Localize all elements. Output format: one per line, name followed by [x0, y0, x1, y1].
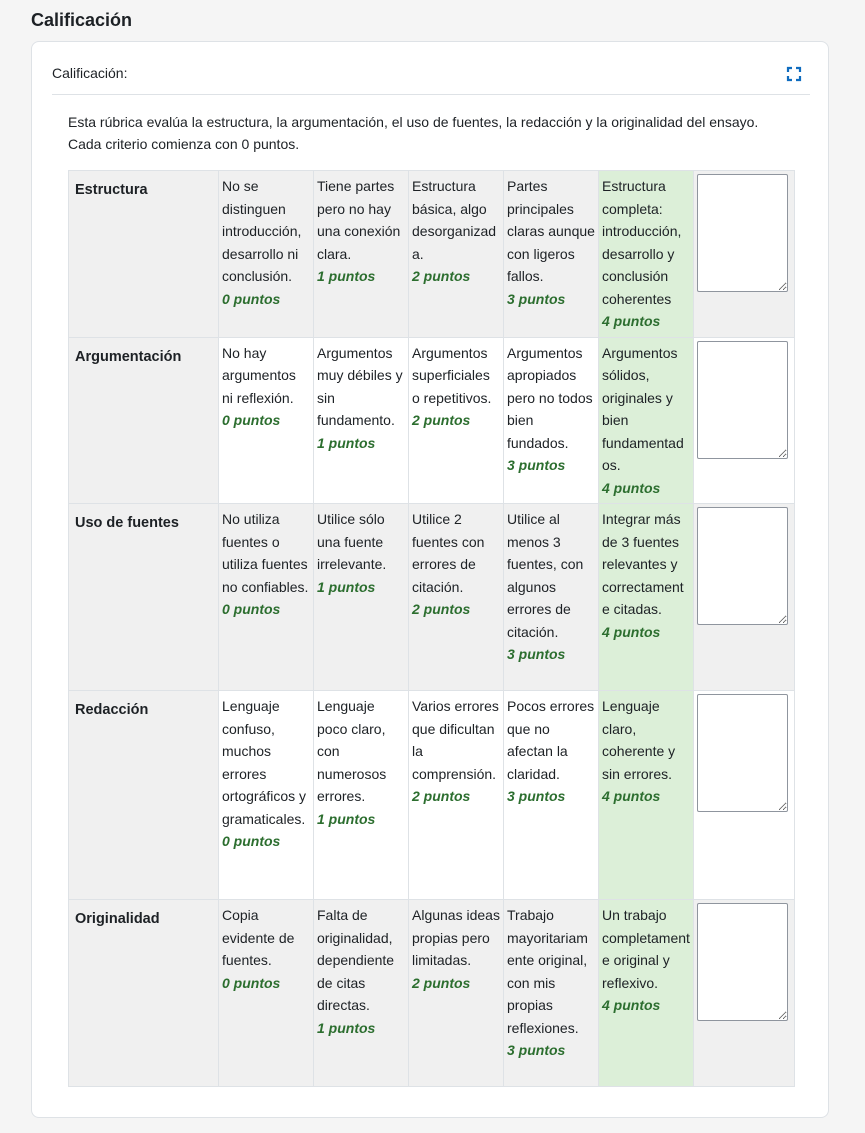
- level-points: 4 puntos: [602, 479, 661, 496]
- level-points: 0 puntos: [222, 290, 281, 307]
- level-definition: Argumentos sólidos, originales y bien fundamentados.: [602, 344, 684, 473]
- card-header: [52, 62, 810, 95]
- remark-textarea[interactable]: [697, 694, 788, 812]
- rubric-level-cell[interactable]: [219, 900, 314, 1087]
- criterion-row: [69, 337, 795, 504]
- fullscreen-expand-icon[interactable]: [786, 66, 802, 82]
- level-definition: Algunas ideas propias pero limitadas.: [412, 907, 500, 968]
- level-points: 0 puntos: [222, 601, 281, 617]
- rubric-level-cell[interactable]: [314, 691, 409, 900]
- criterion-row: [69, 900, 795, 1087]
- level-definition: Argumentos muy débiles y sin fundamento.: [317, 344, 403, 428]
- level-definition: Lenguaje poco claro, con numerosos errores.: [317, 698, 387, 804]
- rubric-level-cell[interactable]: [219, 504, 314, 691]
- rubric-level-cell[interactable]: [504, 171, 599, 338]
- level-definition: Varios errores que dificultan la comprensión.: [412, 698, 499, 782]
- level-points: 3 puntos: [507, 290, 566, 307]
- level-definition: Un trabajo completamente original y reflexivo.: [602, 907, 690, 991]
- level-definition: No se distinguen introducción, desarrollo ni conclusión.: [222, 178, 302, 284]
- criterion-row: [69, 504, 795, 691]
- remark-cell: [694, 504, 795, 691]
- level-definition: Pocos errores que no afectan la claridad.: [507, 698, 595, 782]
- remark-cell: [694, 691, 795, 900]
- level-definition: Lenguaje confuso, muchos errores ortográficos y gramaticales.: [222, 698, 307, 827]
- level-points: 0 puntos: [222, 974, 281, 991]
- criterion-name: Redacción: [69, 691, 219, 900]
- level-definition: Partes principales claras aunque con ligeros fallos.: [507, 178, 595, 284]
- level-points: 0 puntos: [222, 833, 281, 849]
- level-points: 3 puntos: [507, 457, 566, 473]
- level-points: 3 puntos: [507, 646, 566, 662]
- level-points: 3 puntos: [507, 1042, 566, 1058]
- rubric-level-cell[interactable]: [314, 337, 409, 504]
- level-definition: No utiliza fuentes o utiliza fuentes no confiables.: [222, 511, 309, 595]
- remark-textarea[interactable]: [697, 174, 788, 292]
- rubric-level-cell[interactable]: [504, 691, 599, 900]
- criterion-name: Originalidad: [69, 900, 219, 1087]
- level-points: 3 puntos: [507, 788, 566, 804]
- level-points: 2 puntos: [412, 412, 471, 428]
- level-definition: Lenguaje claro, coherente y sin errores.: [602, 698, 676, 782]
- level-points: 4 puntos: [602, 623, 661, 640]
- rubric-level-cell[interactable]: [409, 504, 504, 691]
- rubric-level-cell[interactable]: [409, 900, 504, 1087]
- remark-textarea[interactable]: [697, 341, 788, 459]
- level-points: 1 puntos: [317, 434, 376, 451]
- level-points: 1 puntos: [317, 810, 376, 827]
- rubric-level-cell[interactable]: [219, 337, 314, 504]
- level-points: 2 puntos: [412, 268, 471, 284]
- level-definition: Integrar más de 3 fuentes relevantes y correctamente citadas.: [602, 511, 684, 617]
- criterion-name: Estructura: [69, 171, 219, 338]
- level-points: 1 puntos: [317, 1019, 376, 1036]
- level-definition: Falta de originalidad, dependiente de citas directas.: [317, 907, 395, 1013]
- level-points: 4 puntos: [602, 997, 661, 1013]
- rubric-level-cell[interactable]: [599, 337, 694, 504]
- rubric-level-cell[interactable]: [409, 691, 504, 900]
- criterion-name: Argumentación: [69, 337, 219, 504]
- rubric-level-cell[interactable]: [504, 337, 599, 504]
- rubric-level-cell[interactable]: [504, 900, 599, 1087]
- level-points: 2 puntos: [412, 601, 471, 617]
- rubric-description: Esta rúbrica evalúa la estructura, la argumentación, el uso de fuentes, la redacción y la originalidad del ensayo. Cada criterio comienza con 0 puntos.: [68, 114, 759, 152]
- rubric-level-cell[interactable]: [599, 171, 694, 338]
- level-definition: Estructura completa: introducción, desarrollo y conclusión coherentes: [602, 178, 682, 307]
- level-definition: Tiene partes pero no hay una conexión clara.: [317, 178, 401, 262]
- rubric-level-cell[interactable]: [409, 171, 504, 338]
- level-points: 1 puntos: [317, 578, 376, 595]
- level-definition: No hay argumentos ni reflexión.: [222, 344, 296, 406]
- grading-card: [31, 41, 829, 1118]
- fullscreen-expand-icon-svg: [786, 66, 802, 82]
- level-definition: Argumentos superficiales o repetitivos.: [412, 344, 492, 406]
- criterion-name: Uso de fuentes: [69, 504, 219, 691]
- rubric-level-cell[interactable]: [219, 691, 314, 900]
- rubric-level-cell[interactable]: [409, 337, 504, 504]
- section-title: Calificación: [31, 10, 133, 30]
- level-definition: Copia evidente de fuentes.: [222, 907, 295, 968]
- rubric-level-cell[interactable]: [314, 504, 409, 691]
- criterion-row: [69, 171, 795, 338]
- level-definition: Utilice sólo una fuente irrelevante.: [317, 511, 387, 572]
- level-definition: Estructura básica, algo desorganizada.: [412, 178, 497, 262]
- level-points: 2 puntos: [412, 974, 471, 991]
- remark-cell: [694, 900, 795, 1087]
- level-definition: Utilice al menos 3 fuentes, con algunos errores de citación.: [507, 511, 584, 640]
- level-points: 0 puntos: [222, 412, 281, 428]
- remark-textarea[interactable]: [697, 507, 788, 625]
- level-points: 1 puntos: [317, 268, 376, 284]
- grading-label: Calificación:: [52, 65, 128, 81]
- level-points: 4 puntos: [602, 313, 661, 329]
- remark-cell: [694, 171, 795, 338]
- rubric-level-cell[interactable]: [599, 900, 694, 1087]
- remark-textarea[interactable]: [697, 903, 788, 1021]
- rubric-level-cell[interactable]: [504, 504, 599, 691]
- remark-cell: [694, 337, 795, 504]
- rubric-level-cell[interactable]: [599, 691, 694, 900]
- rubric-level-cell[interactable]: [219, 171, 314, 338]
- level-definition: Argumentos apropiados pero no todos bien fundados.: [507, 344, 593, 451]
- rubric-table: [68, 170, 795, 1087]
- level-points: 4 puntos: [602, 788, 661, 804]
- level-points: 2 puntos: [412, 788, 471, 804]
- level-definition: Utilice 2 fuentes con errores de citación.: [412, 511, 485, 595]
- rubric-level-cell[interactable]: [599, 504, 694, 691]
- criterion-row: [69, 691, 795, 900]
- level-definition: Trabajo mayoritariamente original, con mis propias reflexiones.: [507, 907, 588, 1036]
- rubric-level-cell[interactable]: [314, 171, 409, 338]
- rubric-level-cell[interactable]: [314, 900, 409, 1087]
